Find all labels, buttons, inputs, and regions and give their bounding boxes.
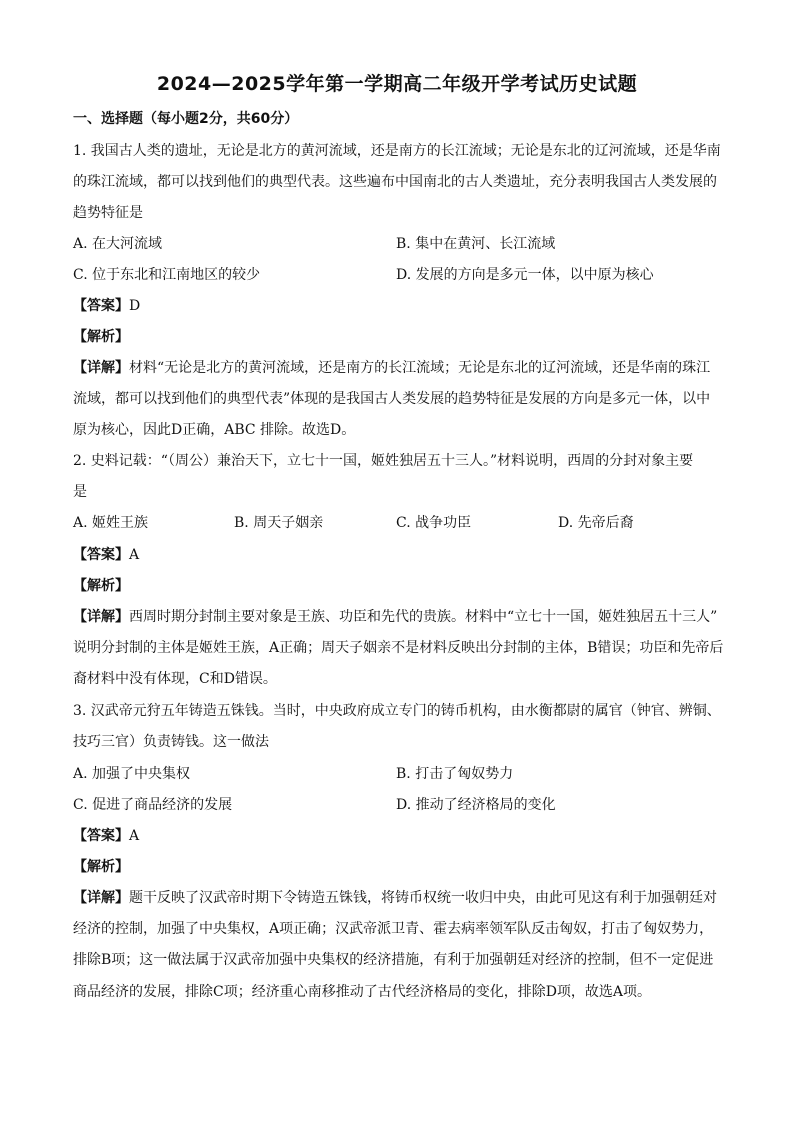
q2-detail-line: 裔材料中没有体现，C和D错误。 [73,671,277,687]
q1-detail-text: 材料“无论是北方的黄河流域，还是南方的长江流域；无论是东北的辽河流域，还是华南的珠江 [129,360,711,376]
q3-detail-line [73,888,723,908]
q2-option-d: D. 先帝后裔 [558,515,634,531]
q1-option-a: A. 在大河流域 [73,236,163,252]
q2-option-a: A. 姬姓王族 [73,515,149,531]
answer-tag: 【答案】 [73,298,129,314]
q3-option-a: A. 加强了中央集权 [73,766,191,782]
q2-option-b: B. 周天子姻亲 [234,515,324,531]
q1-detail-line: 原为核心，因此D正确，ABC 排除。故选D。 [73,422,356,438]
q1-stem-line: 趋势特征是 [73,205,143,221]
q3-answer-line [73,826,723,846]
detail-tag: 【详解】 [73,609,129,625]
q2-answer-line [73,545,723,565]
q3-detail-line: 商品经济的发展，排除C项；经济重心南移推动了古代经济格局的变化，排除D项，故选A项。 [73,984,652,1000]
analysis-tag: 【解析】 [73,329,129,345]
q1-stem-line: 1. 我国古人类的遗址，无论是北方的黄河流域，还是南方的长江流域；无论是东北的辽河流域，还是华南 [73,143,721,159]
q1-option-c: C. 位于东北和江南地区的较少 [73,267,261,283]
q2-option-c: C. 战争功臣 [396,515,472,531]
detail-tag: 【详解】 [73,890,129,906]
detail-tag: 【详解】 [73,360,129,376]
q2-answer: A [129,547,140,563]
q2-detail-line: 说明分封制的主体是姬姓王族，A正确；周天子姻亲不是材料反映出分封制的主体，B错误；功臣和先帝后 [73,640,724,656]
analysis-tag: 【解析】 [73,578,129,594]
section-heading: 一、选择题（每小题2分，共60分） [73,111,299,127]
q2-stem-line: 2. 史料记载：“（周公）兼治天下，立七十一国，姬姓独居五十三人。”材料说明，西周的分封对象主要 [73,453,694,469]
q3-detail-text: 题干反映了汉武帝时期下令铸造五铢钱，将铸币权统一收归中央，由此可见这有利于加强朝廷对 [129,890,717,906]
q2-analysis-tag [73,576,723,596]
q3-answer: A [129,828,140,844]
q3-option-c: C. 促进了商品经济的发展 [73,797,233,813]
q3-option-b: B. 打击了匈奴势力 [396,766,514,782]
q1-analysis-tag [73,327,723,347]
q1-option-b: B. 集中在黄河、长江流域 [396,236,556,252]
answer-tag: 【答案】 [73,547,129,563]
q1-stem-line: 的珠江流域，都可以找到他们的典型代表。这些遍布中国南北的古人类遗址，充分表明我国古人类发展的 [73,174,717,190]
q1-option-d: D. 发展的方向是多元一体，以中原为核心 [396,267,654,283]
answer-tag: 【答案】 [73,828,129,844]
q1-detail-line: 流域，都可以找到他们的典型代表”体现的是我国古人类发展的趋势特征是发展的方向是多元一体，以中 [73,391,711,407]
q1-answer-line [73,296,723,316]
q2-detail-text: 西周时期分封制主要对象是王族、功臣和先代的贵族。材料中“立七十一国，姬姓独居五十三人” [129,609,718,625]
analysis-tag: 【解析】 [73,859,129,875]
q3-stem-line: 3. 汉武帝元狩五年铸造五铢钱。当时，中央政府成立专门的铸币机构，由水衡都尉的属官（钟官、辨铜、 [73,703,721,719]
q2-detail-line [73,607,723,627]
q3-option-d: D. 推动了经济格局的变化 [396,797,556,813]
q1-detail-line [73,358,723,378]
q3-analysis-tag [73,857,723,877]
page-title: 2024—2025学年第一学期高二年级开学考试历史试题 [156,73,638,95]
q3-detail-line: 排除B项；这一做法属于汉武帝加强中央集权的经济措施，有利于加强朝廷对经济的控制，但不一定促进 [73,952,714,968]
q1-answer: D [129,298,141,314]
q3-stem-line: 技巧三官）负责铸钱。这一做法 [73,734,269,750]
q3-detail-line: 经济的控制，加强了中央集权，A项正确；汉武帝派卫青、霍去病率领军队反击匈奴，打击了匈奴势力， [73,921,714,937]
q2-stem-line: 是 [73,484,87,500]
